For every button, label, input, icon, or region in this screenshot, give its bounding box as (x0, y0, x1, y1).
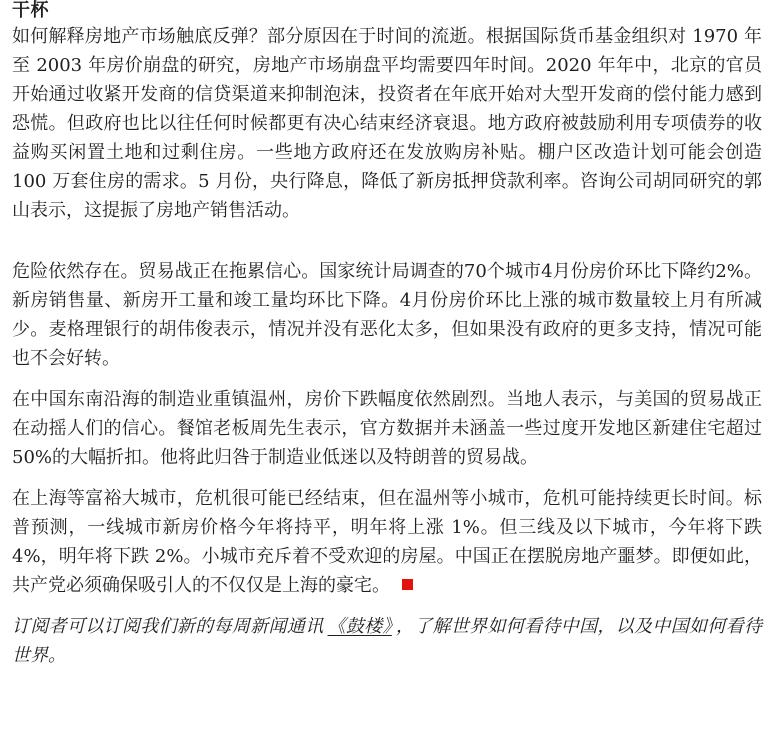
article (12, 0, 762, 670)
article-paragraph-3: 在中国东南沿海的制造业重镇温州，房价下跌幅度依然剧烈。当地人表示，与美国的贸易战正在动摇人们的信心。餐馆老板周先生表示，官方数据并未涵盖一些过度开发地区新建住宅超过50%的大幅折扣。他将此归咎于制造业低迷以及特朗普的贸易战。 (12, 389, 762, 468)
article-paragraph-2: 危险依然存在。贸易战正在拖累信心。国家统计局调查的70个城市4月份房价环比下降约2%。新房销售量、新房开工量和竣工量均环比下降。4月份房价环比上涨的城市数量较上月有所减少。麦格理银行的胡伟俊表示，情况并没有恶化太多，但如果没有政府的更多支持，情况可能也不会好转。 (12, 261, 762, 369)
section-title: 干杯 (12, 0, 49, 21)
newsletter-promo (12, 612, 762, 670)
newsletter-promo-suffix: ，了解世界如何看待中国，以及中国如何看待世界。 (12, 616, 763, 666)
article-paragraph-4-text: 在上海等富裕大城市，危机很可能已经结束，但在温州等小城市，危机可能持续更长时间。标普预测，一线城市新房价格今年将持平，明年将上涨 1%。但三线及以下城市，今年将下跌 4%，明年将下跌 2%。小城市充斥着不受欢迎的房屋。中国正在摆脱房地产噩梦。即便如此，共产党必须确保吸引人的不仅仅是上海的豪宅。 (12, 488, 762, 596)
article-paragraph-4 (12, 484, 762, 600)
newsletter-link[interactable]: 《鼓楼》 (327, 616, 392, 637)
newsletter-promo-prefix: 订阅者可以订阅我们新的每周新闻通讯 (12, 616, 324, 637)
end-of-article-icon (402, 579, 413, 590)
article-paragraph-1: 如何解释房地产市场触底反弹？部分原因在于时间的流逝。根据国际货币基金组织对 1970 年至 2003 年房价崩盘的研究，房地产市场崩盘平均需要四年时间。2020 年年中，北京的官员开始通过收紧开发商的信贷渠道来抑制泡沫，投资者在年底开始对大型开发商的偿付能力感到恐慌。但政府也比以往任何时候都更有决心结束经济衰退。地方政府被鼓励利用专项债券的收益购买闲置土地和过剩住房。一些地方政府还在发放购房补贴。棚户区改造计划可能会创造 100 万套住房的需求。5 月份，央行降息，降低了新房抵押贷款利率。咨询公司胡同研究的郭山表示，这提振了房地产销售活动。 (12, 26, 762, 221)
